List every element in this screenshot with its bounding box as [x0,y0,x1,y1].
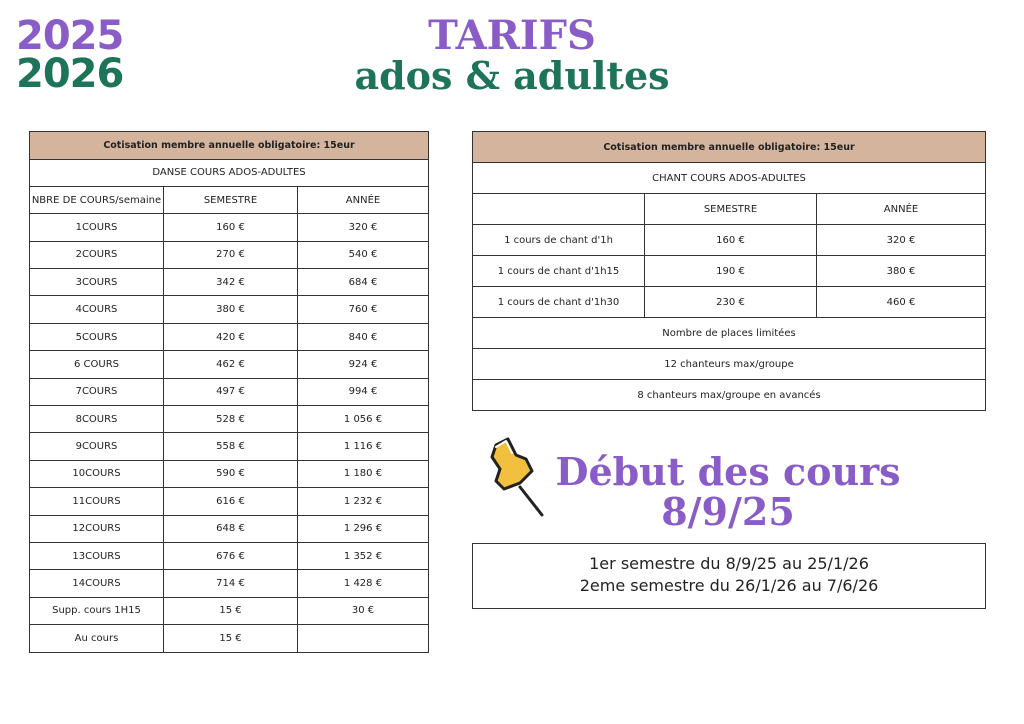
dance-row-cell: 1 296 € [298,515,429,542]
dance-row-cell: 15 € [164,597,298,624]
chant-row-cell: 190 € [645,256,817,287]
dance-row-cell: 30 € [298,597,429,624]
dance-row-cell: 528 € [164,406,298,433]
dance-row-cell: 648 € [164,515,298,542]
dance-col-header: ANNÉE [298,186,429,213]
dance-row [30,351,429,378]
chant-note: 12 chanteurs max/groupe [473,349,986,380]
dance-row-cell: 14COURS [30,570,164,597]
dance-row-cell: 380 € [164,296,298,323]
dance-row-cell: Supp. cours 1H15 [30,597,164,624]
dance-row-cell: 10COURS [30,460,164,487]
dance-row [30,378,429,405]
dance-header-row [30,186,429,213]
dance-row [30,296,429,323]
dance-row-cell: 676 € [164,542,298,569]
dance-row [30,433,429,460]
chant-cotisation: Cotisation membre annuelle obligatoire: 15eur [473,132,986,163]
chant-row-cell: 1 cours de chant d'1h15 [473,256,645,287]
dance-row-cell: 714 € [164,570,298,597]
dance-row [30,269,429,296]
chant-col-header: SEMESTRE [645,194,817,225]
chant-row-cell: 380 € [817,256,986,287]
dance-row-cell: 1 428 € [298,570,429,597]
dance-row-cell: 840 € [298,323,429,350]
chant-note: Nombre de places limitées [473,318,986,349]
dance-row [30,542,429,569]
chant-row-cell: 230 € [645,287,817,318]
chant-row-cell: 460 € [817,287,986,318]
dance-row-cell: 3COURS [30,269,164,296]
semester-1-dates: 1er semestre du 8/9/25 au 25/1/26 [589,554,869,573]
dance-row [30,515,429,542]
course-start-date: 8/9/25 [661,489,795,534]
dance-row-cell: 1 232 € [298,488,429,515]
dance-row [30,597,429,624]
chant-price-table [472,131,986,411]
dance-row [30,323,429,350]
dance-row-cell: 616 € [164,488,298,515]
chant-row-cell: 320 € [817,225,986,256]
dance-row-cell: 994 € [298,378,429,405]
dance-row-cell: 684 € [298,269,429,296]
semester-2-dates: 2eme semestre du 26/1/26 au 7/6/26 [579,576,879,595]
dance-row-cell: 1 056 € [298,406,429,433]
dance-col-header: NBRE DE COURS/semaine [30,186,164,213]
dance-row-cell: 1 180 € [298,460,429,487]
dance-cotisation: Cotisation membre annuelle obligatoire: 15eur [30,132,429,160]
year-end: 2026 [16,51,124,97]
dance-row-cell: 11COURS [30,488,164,515]
dance-row [30,241,429,268]
chant-section-title: CHANT COURS ADOS-ADULTES [473,163,986,194]
dance-row-cell [298,625,429,652]
dance-row-cell: 9COURS [30,433,164,460]
dance-row-cell: 760 € [298,296,429,323]
dance-row [30,488,429,515]
dance-row-cell: 160 € [164,214,298,241]
dance-row [30,214,429,241]
dance-row-cell: 13COURS [30,542,164,569]
dance-section-title: DANSE COURS ADOS-ADULTES [30,159,429,186]
dance-row-cell: 540 € [298,241,429,268]
pushpin-icon [482,435,554,519]
chant-note: 8 chanteurs max/groupe en avancés [473,380,986,411]
chant-row-cell: 1 cours de chant d'1h [473,225,645,256]
dance-row-cell: 1COURS [30,214,164,241]
dance-row [30,625,429,652]
page-subtitle: ados & adultes [354,53,670,98]
dance-row-cell: 1 116 € [298,433,429,460]
dance-row-cell: 6 COURS [30,351,164,378]
dance-row-cell: 342 € [164,269,298,296]
chant-row-cell: 1 cours de chant d'1h30 [473,287,645,318]
dance-row [30,406,429,433]
chant-row [473,287,986,318]
dance-row-cell: 924 € [298,351,429,378]
dance-row-cell: 12COURS [30,515,164,542]
dance-row-cell: 1 352 € [298,542,429,569]
dance-row-cell: 320 € [298,214,429,241]
dance-row-cell: 4COURS [30,296,164,323]
dance-row-cell: Au cours [30,625,164,652]
dance-row-cell: 497 € [164,378,298,405]
dance-row-cell: 8COURS [30,406,164,433]
dance-row-cell: 5COURS [30,323,164,350]
dance-col-header: SEMESTRE [164,186,298,213]
dance-row-cell: 270 € [164,241,298,268]
dance-row-cell: 420 € [164,323,298,350]
dance-row-cell: 462 € [164,351,298,378]
dance-row [30,460,429,487]
semester-dates-box [472,543,986,609]
year-start: 2025 [16,13,124,59]
chant-row [473,256,986,287]
course-start-title: Début des cours [555,449,901,494]
dance-row-cell: 2COURS [30,241,164,268]
dance-price-table [29,131,429,653]
dance-row-cell: 15 € [164,625,298,652]
chant-header-row [473,194,986,225]
dance-row-cell: 7COURS [30,378,164,405]
chant-row-cell: 160 € [645,225,817,256]
dance-row-cell: 590 € [164,460,298,487]
dance-row-cell: 558 € [164,433,298,460]
chant-col-header: ANNÉE [817,194,986,225]
dance-row [30,570,429,597]
chant-col-header [473,194,645,225]
chant-row [473,225,986,256]
page-title: TARIFS [428,12,596,59]
